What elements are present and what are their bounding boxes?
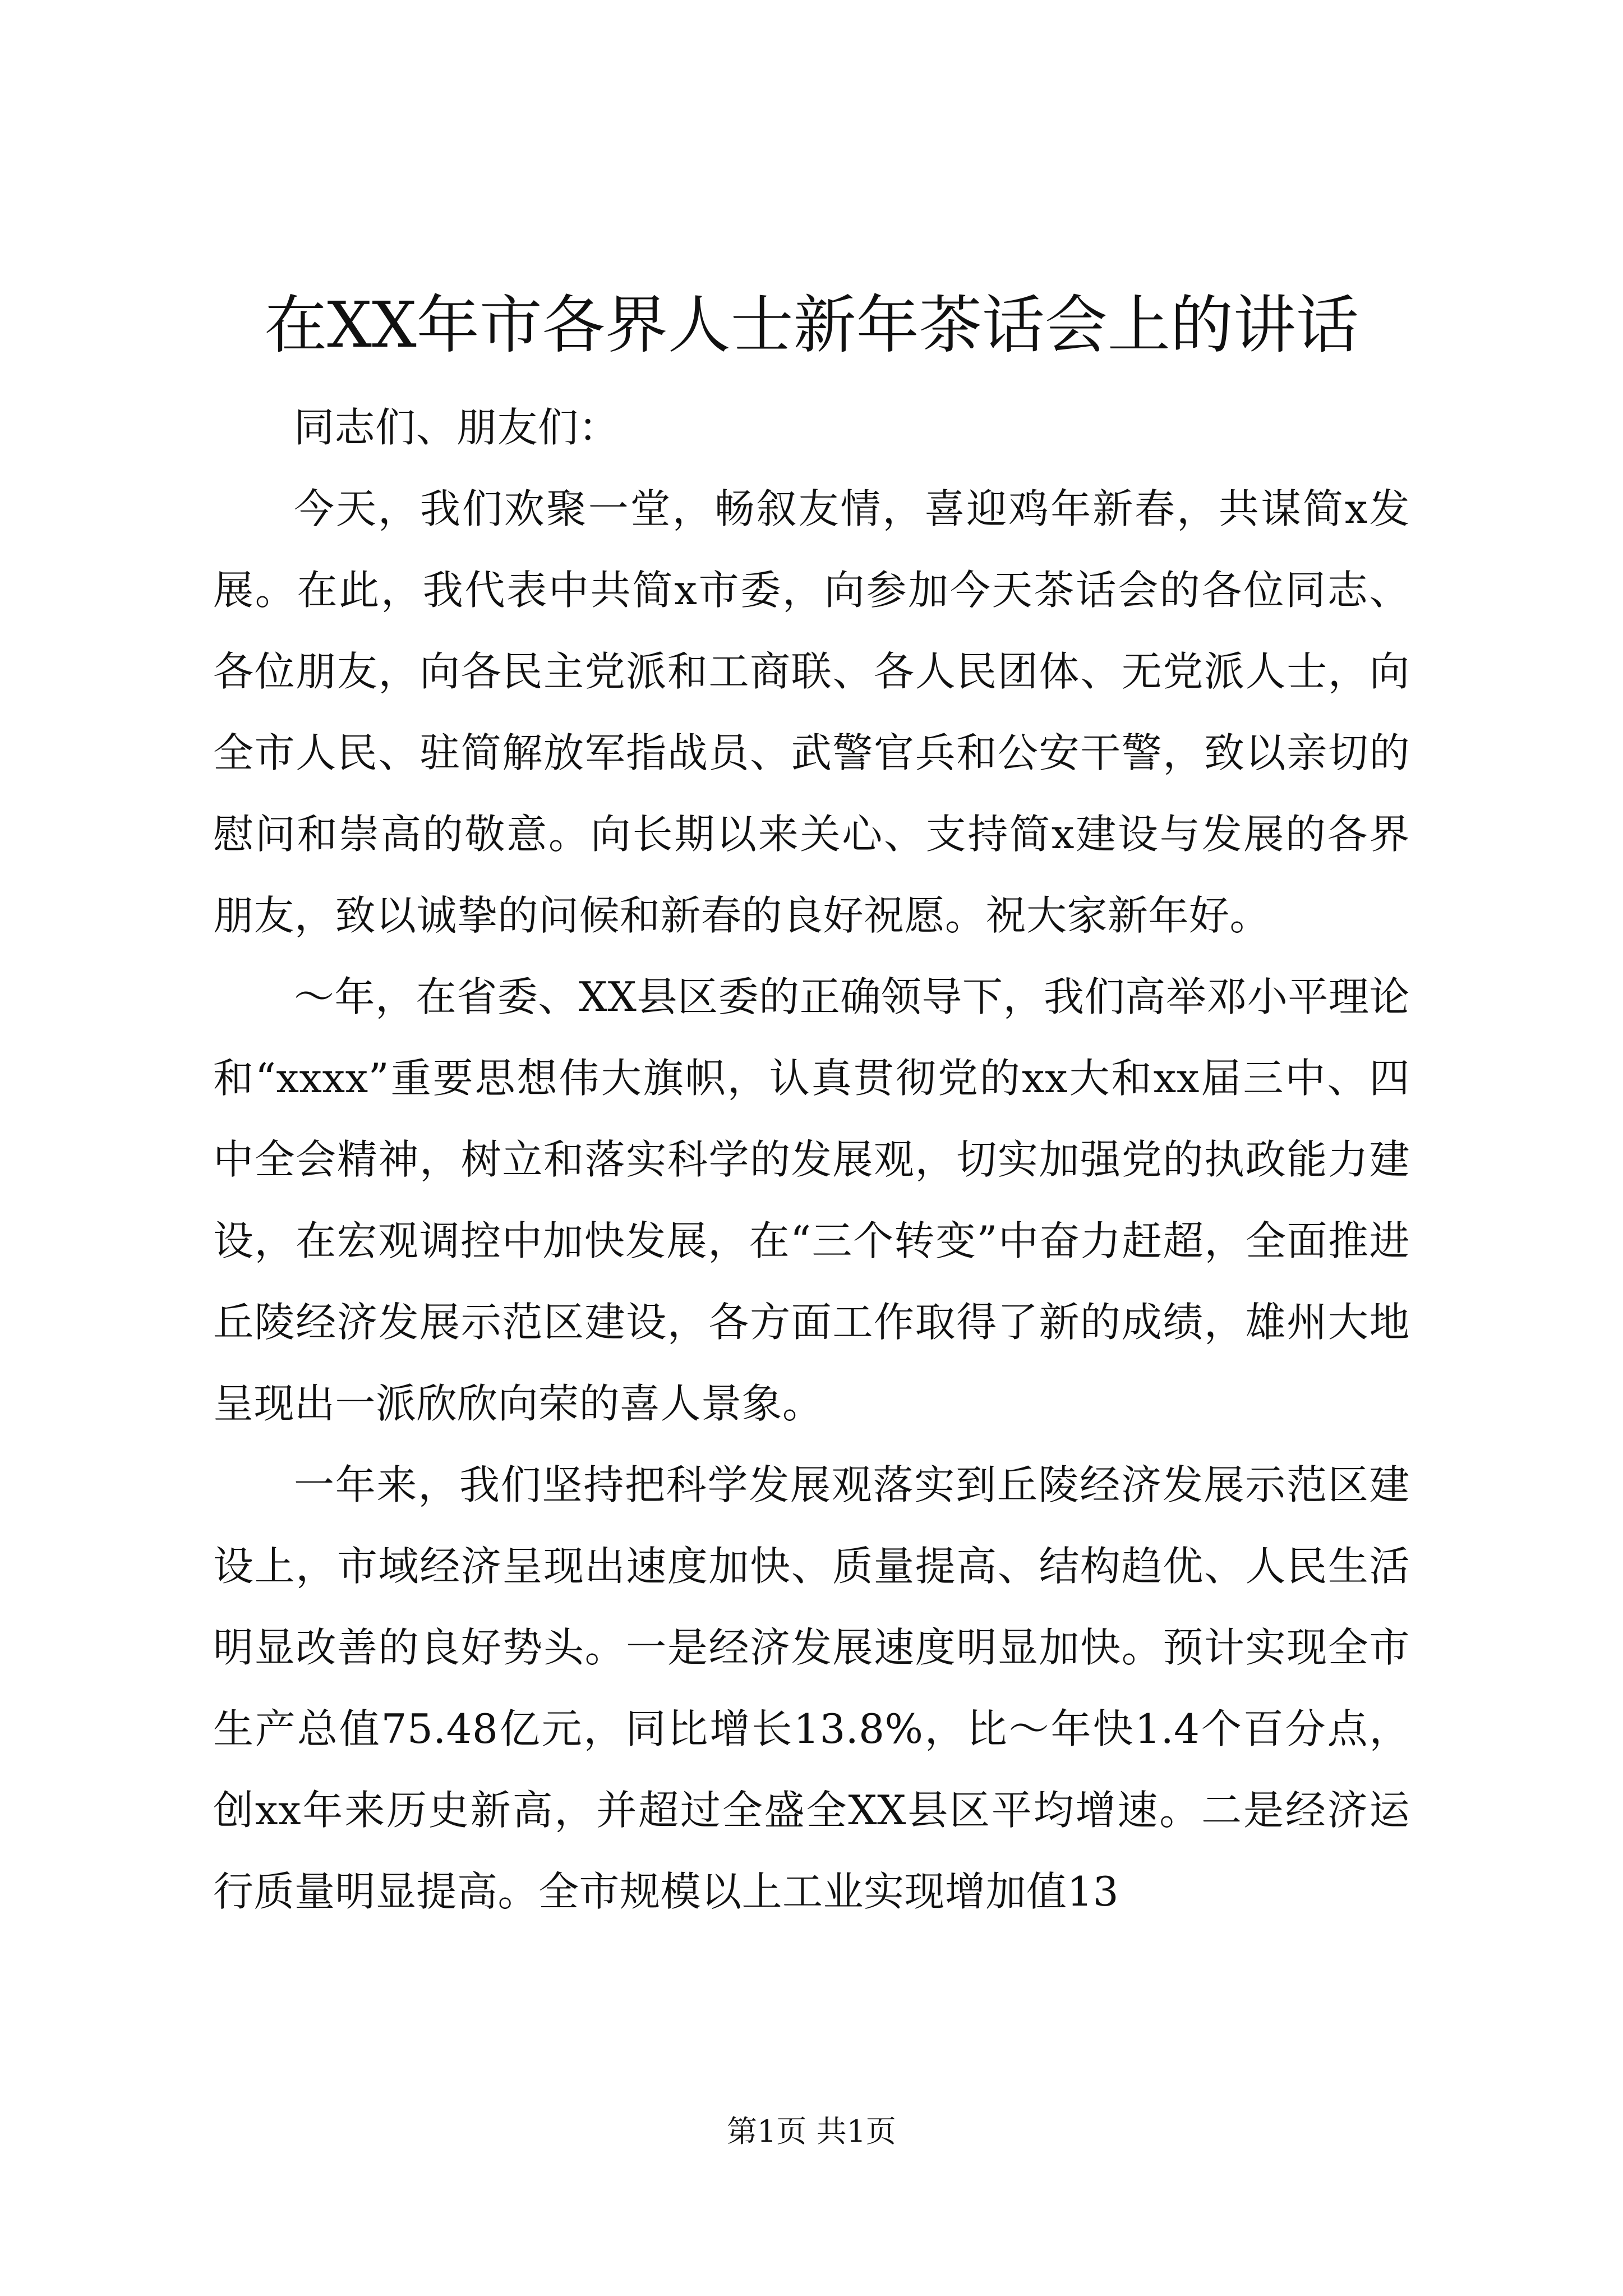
greeting-paragraph: 今天，我们欢聚一堂，畅叙友情，喜迎鸡年新春，共谋简x发展。在此，我代表中共简x市委，向参加今天茶话会的各位同志、各位朋友，向各民主党派和工商联、各人民团体、无党派人士，向全市人民、驻简解放军指战员、武警官兵和公安干警，致以亲切的慰问和崇高的敬意。向长期以来关心、支持简x建设与发展的各界朋友，致以诚挚的问候和新春的良好祝愿。祝大家新年好。 (213, 485, 1410, 939)
economy-paragraph: 一年来，我们坚持把科学发展观落实到丘陵经济发展示范区建设上，市域经济呈现出速度加快、质量提高、结构趋优、人民生活明显改善的良好势头。一是经济发展速度明显加快。预计实现全市生产总值75.48亿元，同比增长13.8%，比～年快1.4个百分点，创xx年来历史新高，并超过全盛全XX县区平均增速。二是经济运行质量明显提高。全市规模以上工业实现增加值13 (213, 1461, 1410, 1915)
document-body (213, 387, 1410, 1932)
review-paragraph: ～年，在省委、XX县区委的正确领导下，我们高举邓小平理论和“xxxx”重要思想伟大旗帜，认真贯彻党的xx大和xx届三中、四中全会精神，树立和落实科学的发展观，切实加强党的执政能力建设，在宏观调控中加快发展，在“三个转变”中奋力赶超，全面推进丘陵经济发展示范区建设，各方面工作取得了新的成绩，雄州大地呈现出一派欣欣向荣的喜人景象。 (213, 973, 1410, 1427)
document-title: 在XX年市各界人士新年茶话会上的讲话 (264, 289, 1359, 362)
salutation-paragraph: 同志们、朋友们： (294, 404, 620, 451)
page-footer: 第1页 共1页 (727, 2114, 896, 2149)
